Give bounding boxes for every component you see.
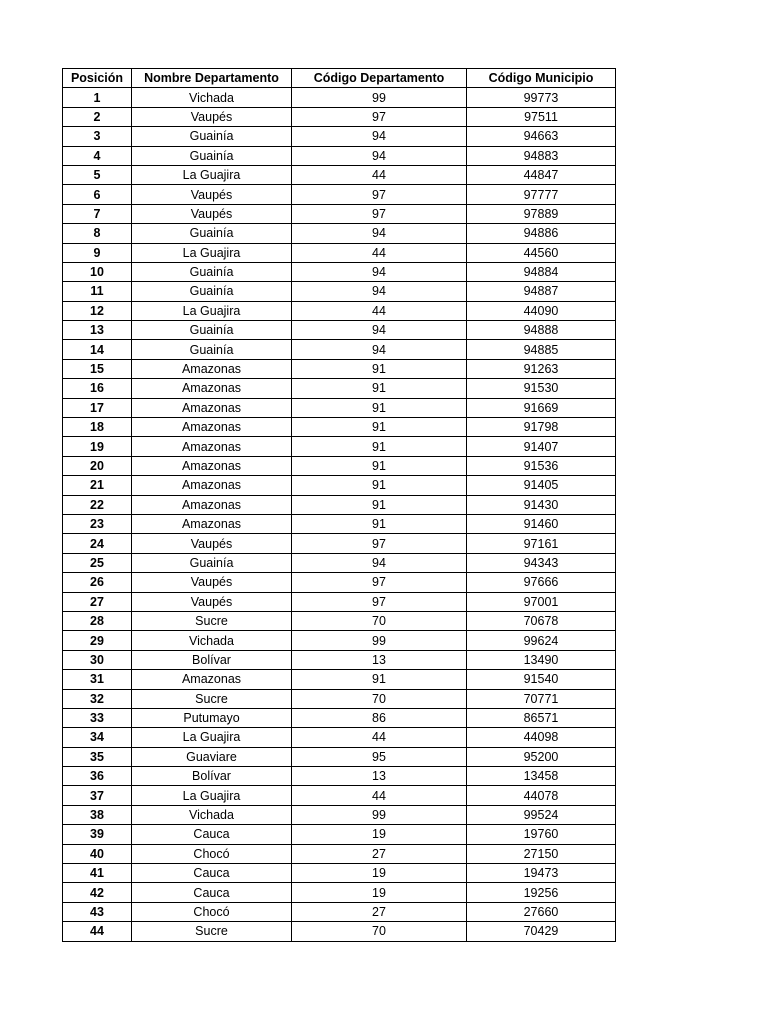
table-row <box>63 611 616 630</box>
codigo-municipio-cell: 44090 <box>467 301 616 320</box>
table-row <box>63 728 616 747</box>
posicion-cell: 11 <box>63 282 132 301</box>
departamento-cell: La Guajira <box>132 786 292 805</box>
codigo-municipio-cell: 13490 <box>467 650 616 669</box>
departamento-cell: Amazonas <box>132 514 292 533</box>
codigo-departamento-cell: 95 <box>292 747 467 766</box>
table-row <box>63 437 616 456</box>
codigo-departamento-cell: 97 <box>292 573 467 592</box>
codigo-departamento-cell: 44 <box>292 728 467 747</box>
departamento-cell: Vaupés <box>132 107 292 126</box>
codigo-departamento-cell: 99 <box>292 805 467 824</box>
table-row <box>63 864 616 883</box>
departamento-cell: Vaupés <box>132 573 292 592</box>
codigo-departamento-cell: 91 <box>292 670 467 689</box>
departamento-cell: La Guajira <box>132 165 292 184</box>
codigo-departamento-cell: 13 <box>292 767 467 786</box>
departamento-cell: Sucre <box>132 922 292 941</box>
codigo-municipio-cell: 97889 <box>467 204 616 223</box>
table-row <box>63 224 616 243</box>
posicion-cell: 33 <box>63 708 132 727</box>
posicion-cell: 20 <box>63 456 132 475</box>
codigo-departamento-cell: 94 <box>292 340 467 359</box>
codigo-municipio-cell: 97777 <box>467 185 616 204</box>
table-row <box>63 418 616 437</box>
codigo-municipio-cell: 94886 <box>467 224 616 243</box>
departamento-cell: Guainía <box>132 262 292 281</box>
posicion-cell: 15 <box>63 359 132 378</box>
codigo-municipio-cell: 86571 <box>467 708 616 727</box>
codigo-municipio-cell: 70429 <box>467 922 616 941</box>
codigo-departamento-cell: 99 <box>292 631 467 650</box>
departamento-cell: Amazonas <box>132 456 292 475</box>
codigo-departamento-cell: 97 <box>292 185 467 204</box>
departamento-cell: Amazonas <box>132 379 292 398</box>
codigo-municipio-cell: 99624 <box>467 631 616 650</box>
table-row <box>63 844 616 863</box>
codigo-municipio-cell: 91460 <box>467 514 616 533</box>
table-row <box>63 631 616 650</box>
posicion-cell: 8 <box>63 224 132 243</box>
departamento-cell: Vaupés <box>132 592 292 611</box>
codigo-departamento-cell: 97 <box>292 107 467 126</box>
codigo-departamento-cell: 70 <box>292 689 467 708</box>
codigo-municipio-cell: 99773 <box>467 88 616 107</box>
departamento-cell: Amazonas <box>132 359 292 378</box>
table-row <box>63 282 616 301</box>
header-nombre-departamento: Nombre Departamento <box>132 69 292 88</box>
table-row <box>63 476 616 495</box>
codigo-departamento-cell: 44 <box>292 165 467 184</box>
table-row <box>63 805 616 824</box>
table-row <box>63 573 616 592</box>
posicion-cell: 23 <box>63 514 132 533</box>
posicion-cell: 12 <box>63 301 132 320</box>
posicion-cell: 4 <box>63 146 132 165</box>
codigo-municipio-cell: 44098 <box>467 728 616 747</box>
codigo-departamento-cell: 91 <box>292 379 467 398</box>
posicion-cell: 18 <box>63 418 132 437</box>
departamento-cell: Amazonas <box>132 398 292 417</box>
table-row <box>63 495 616 514</box>
codigo-municipio-cell: 94888 <box>467 321 616 340</box>
codigo-municipio-cell: 91798 <box>467 418 616 437</box>
departamento-cell: Guainía <box>132 340 292 359</box>
departamento-cell: Cauca <box>132 883 292 902</box>
posicion-cell: 21 <box>63 476 132 495</box>
codigo-municipio-cell: 44847 <box>467 165 616 184</box>
codigo-departamento-cell: 19 <box>292 825 467 844</box>
posicion-cell: 38 <box>63 805 132 824</box>
table-row <box>63 786 616 805</box>
departamento-cell: Vichada <box>132 88 292 107</box>
codigo-departamento-cell: 91 <box>292 476 467 495</box>
table-row <box>63 767 616 786</box>
posicion-cell: 32 <box>63 689 132 708</box>
posicion-cell: 30 <box>63 650 132 669</box>
posicion-cell: 41 <box>63 864 132 883</box>
departamento-cell: Vaupés <box>132 185 292 204</box>
posicion-cell: 14 <box>63 340 132 359</box>
codigo-municipio-cell: 27150 <box>467 844 616 863</box>
departamento-cell: Vichada <box>132 631 292 650</box>
codigo-municipio-cell: 97666 <box>467 573 616 592</box>
posicion-cell: 24 <box>63 534 132 553</box>
departamento-cell: Amazonas <box>132 670 292 689</box>
departamento-cell: Vichada <box>132 805 292 824</box>
departamento-cell: Guainía <box>132 282 292 301</box>
table-row <box>63 340 616 359</box>
header-codigo-departamento: Código Departamento <box>292 69 467 88</box>
posicion-cell: 7 <box>63 204 132 223</box>
table-row <box>63 359 616 378</box>
table-row <box>63 262 616 281</box>
posicion-cell: 3 <box>63 127 132 146</box>
table-row <box>63 204 616 223</box>
table-row <box>63 747 616 766</box>
codigo-departamento-cell: 94 <box>292 553 467 572</box>
codigo-departamento-cell: 91 <box>292 359 467 378</box>
departamento-cell: La Guajira <box>132 301 292 320</box>
table-row <box>63 398 616 417</box>
posicion-cell: 27 <box>63 592 132 611</box>
table-row <box>63 379 616 398</box>
codigo-municipio-cell: 94343 <box>467 553 616 572</box>
posicion-cell: 13 <box>63 321 132 340</box>
departamento-cell: Cauca <box>132 825 292 844</box>
codigo-municipio-cell: 91405 <box>467 476 616 495</box>
codigo-departamento-cell: 94 <box>292 146 467 165</box>
codigo-departamento-cell: 99 <box>292 88 467 107</box>
codigo-departamento-cell: 97 <box>292 534 467 553</box>
departamento-cell: Vaupés <box>132 204 292 223</box>
codigo-municipio-cell: 70771 <box>467 689 616 708</box>
departamento-cell: Chocó <box>132 902 292 921</box>
posicion-cell: 37 <box>63 786 132 805</box>
table-row <box>63 514 616 533</box>
codigo-departamento-cell: 91 <box>292 437 467 456</box>
codigo-departamento-cell: 13 <box>292 650 467 669</box>
posicion-cell: 5 <box>63 165 132 184</box>
codigo-departamento-cell: 70 <box>292 922 467 941</box>
departamento-cell: Amazonas <box>132 476 292 495</box>
departamento-cell: Cauca <box>132 864 292 883</box>
departamento-cell: Amazonas <box>132 437 292 456</box>
posicion-cell: 31 <box>63 670 132 689</box>
posicion-cell: 17 <box>63 398 132 417</box>
departamento-cell: Vaupés <box>132 534 292 553</box>
table-row <box>63 708 616 727</box>
codigo-departamento-cell: 94 <box>292 262 467 281</box>
departamento-cell: Guainía <box>132 321 292 340</box>
posicion-cell: 35 <box>63 747 132 766</box>
posicion-cell: 36 <box>63 767 132 786</box>
codigo-municipio-cell: 94884 <box>467 262 616 281</box>
table-row <box>63 689 616 708</box>
codigo-municipio-cell: 91530 <box>467 379 616 398</box>
table-row <box>63 127 616 146</box>
codigo-departamento-cell: 19 <box>292 883 467 902</box>
ranking-table <box>62 68 616 942</box>
codigo-municipio-cell: 94663 <box>467 127 616 146</box>
codigo-municipio-cell: 91540 <box>467 670 616 689</box>
codigo-municipio-cell: 19473 <box>467 864 616 883</box>
departamento-cell: La Guajira <box>132 243 292 262</box>
codigo-municipio-cell: 97001 <box>467 592 616 611</box>
table-row <box>63 922 616 941</box>
codigo-municipio-cell: 91407 <box>467 437 616 456</box>
posicion-cell: 44 <box>63 922 132 941</box>
codigo-departamento-cell: 44 <box>292 243 467 262</box>
codigo-municipio-cell: 19256 <box>467 883 616 902</box>
departamento-cell: Sucre <box>132 611 292 630</box>
codigo-municipio-cell: 27660 <box>467 902 616 921</box>
header-posicion: Posición <box>63 69 132 88</box>
table-row <box>63 107 616 126</box>
posicion-cell: 25 <box>63 553 132 572</box>
codigo-municipio-cell: 44560 <box>467 243 616 262</box>
codigo-departamento-cell: 94 <box>292 224 467 243</box>
codigo-departamento-cell: 97 <box>292 592 467 611</box>
table-row <box>63 185 616 204</box>
codigo-departamento-cell: 94 <box>292 321 467 340</box>
departamento-cell: Guainía <box>132 553 292 572</box>
table-row <box>63 883 616 902</box>
posicion-cell: 26 <box>63 573 132 592</box>
posicion-cell: 28 <box>63 611 132 630</box>
codigo-departamento-cell: 91 <box>292 418 467 437</box>
table-row <box>63 88 616 107</box>
codigo-municipio-cell: 97511 <box>467 107 616 126</box>
codigo-departamento-cell: 86 <box>292 708 467 727</box>
posicion-cell: 16 <box>63 379 132 398</box>
posicion-cell: 40 <box>63 844 132 863</box>
departamento-cell: La Guajira <box>132 728 292 747</box>
codigo-departamento-cell: 91 <box>292 495 467 514</box>
codigo-municipio-cell: 19760 <box>467 825 616 844</box>
table-row <box>63 825 616 844</box>
departamento-cell: Guaviare <box>132 747 292 766</box>
departamento-cell: Sucre <box>132 689 292 708</box>
table-row <box>63 146 616 165</box>
codigo-municipio-cell: 97161 <box>467 534 616 553</box>
departamento-cell: Bolívar <box>132 767 292 786</box>
table-row <box>63 321 616 340</box>
codigo-municipio-cell: 95200 <box>467 747 616 766</box>
table-row <box>63 534 616 553</box>
codigo-departamento-cell: 44 <box>292 786 467 805</box>
table-row <box>63 902 616 921</box>
codigo-departamento-cell: 91 <box>292 398 467 417</box>
codigo-departamento-cell: 27 <box>292 902 467 921</box>
table-body <box>63 88 616 941</box>
codigo-municipio-cell: 94885 <box>467 340 616 359</box>
codigo-departamento-cell: 97 <box>292 204 467 223</box>
table-row <box>63 165 616 184</box>
codigo-departamento-cell: 27 <box>292 844 467 863</box>
departamento-cell: Chocó <box>132 844 292 863</box>
table-row <box>63 650 616 669</box>
header-codigo-municipio: Código Municipio <box>467 69 616 88</box>
codigo-departamento-cell: 91 <box>292 514 467 533</box>
departamento-cell: Guainía <box>132 127 292 146</box>
posicion-cell: 43 <box>63 902 132 921</box>
codigo-municipio-cell: 91263 <box>467 359 616 378</box>
posicion-cell: 19 <box>63 437 132 456</box>
table-row <box>63 670 616 689</box>
codigo-departamento-cell: 70 <box>292 611 467 630</box>
posicion-cell: 9 <box>63 243 132 262</box>
table-header-row <box>63 69 616 88</box>
codigo-municipio-cell: 94887 <box>467 282 616 301</box>
departamento-cell: Amazonas <box>132 495 292 514</box>
codigo-municipio-cell: 99524 <box>467 805 616 824</box>
posicion-cell: 1 <box>63 88 132 107</box>
codigo-municipio-cell: 91669 <box>467 398 616 417</box>
posicion-cell: 10 <box>63 262 132 281</box>
codigo-municipio-cell: 70678 <box>467 611 616 630</box>
codigo-departamento-cell: 19 <box>292 864 467 883</box>
table-row <box>63 553 616 572</box>
codigo-departamento-cell: 44 <box>292 301 467 320</box>
departamento-cell: Amazonas <box>132 418 292 437</box>
posicion-cell: 2 <box>63 107 132 126</box>
table-row <box>63 456 616 475</box>
codigo-municipio-cell: 91430 <box>467 495 616 514</box>
departamento-cell: Guainía <box>132 146 292 165</box>
departamento-cell: Guainía <box>132 224 292 243</box>
codigo-departamento-cell: 94 <box>292 282 467 301</box>
posicion-cell: 42 <box>63 883 132 902</box>
posicion-cell: 39 <box>63 825 132 844</box>
codigo-municipio-cell: 13458 <box>467 767 616 786</box>
departamento-cell: Bolívar <box>132 650 292 669</box>
posicion-cell: 22 <box>63 495 132 514</box>
codigo-departamento-cell: 91 <box>292 456 467 475</box>
departamento-cell: Putumayo <box>132 708 292 727</box>
table-row <box>63 592 616 611</box>
posicion-cell: 6 <box>63 185 132 204</box>
codigo-departamento-cell: 94 <box>292 127 467 146</box>
posicion-cell: 29 <box>63 631 132 650</box>
codigo-municipio-cell: 91536 <box>467 456 616 475</box>
codigo-municipio-cell: 94883 <box>467 146 616 165</box>
table-row <box>63 243 616 262</box>
codigo-municipio-cell: 44078 <box>467 786 616 805</box>
posicion-cell: 34 <box>63 728 132 747</box>
table-row <box>63 301 616 320</box>
